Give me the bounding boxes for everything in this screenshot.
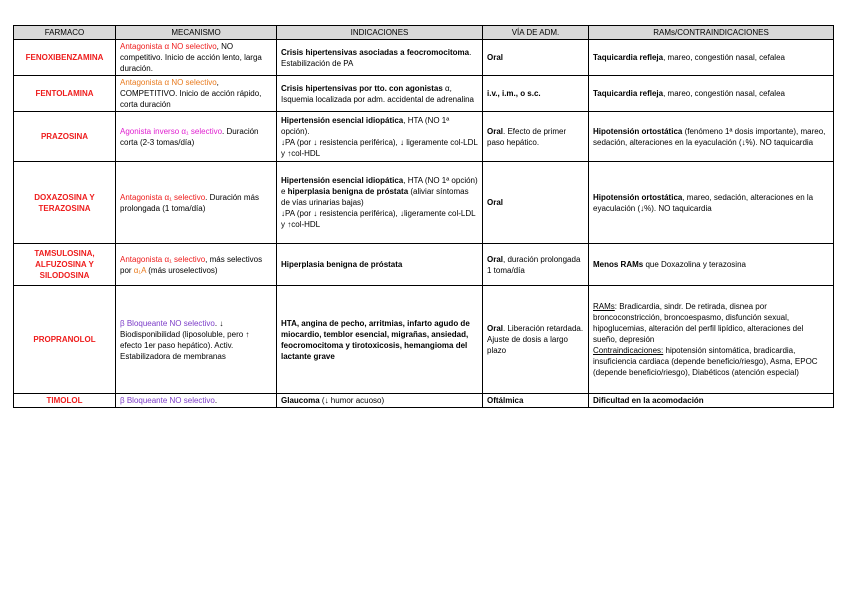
adverse-main: Hipotensión ortostática	[593, 126, 683, 136]
table-row	[14, 76, 834, 112]
indication-main: Crisis hipertensivas asociadas a feocromocitoma	[281, 47, 470, 57]
indication-text: (↓ humor acuoso)	[319, 396, 385, 405]
indications-cell	[277, 40, 483, 76]
route-text: . Liberación retardada. Ajuste de dosis a largo plazo	[487, 324, 584, 355]
route-cell	[483, 162, 589, 244]
mechanism-highlight: Antagonista α₁ selectivo	[120, 192, 206, 202]
indication-main: Crisis hipertensivas por tto. con agonistas	[281, 83, 443, 93]
mechanism-text: , NO competitivo. Inicio de acción lento, larga duración.	[120, 42, 262, 73]
drug-name: FENOXIBENZAMINA	[14, 40, 116, 76]
adverse-text: : Bradicardia, sindr. De retirada, disnea por broncoconstricción, broncoespasmo, disfunción sexual, hipoglucemias, alteración del perfil lipídico, alteraciones del sueño, depresión	[593, 302, 804, 344]
route-main: Oral	[487, 324, 504, 333]
adverse-main: Taquicardia refleja	[593, 89, 664, 98]
header-indicaciones: INDICACIONES	[277, 26, 483, 40]
drug-name: DOXAZOSINA Y TERAZOSINA	[14, 162, 116, 244]
indication-text: , HTA (NO 1ª opción) e	[281, 176, 478, 196]
table-row	[14, 394, 834, 408]
mechanism-text: . Duración más prolongada (1 toma/día)	[120, 192, 259, 213]
drug-name: PROPRANOLOL	[14, 286, 116, 394]
mechanism-highlight: Antagonista α₁ selectivo	[120, 254, 206, 264]
header-mecanismo: MECANISMO	[116, 26, 277, 40]
indication-note: (aliviar síntomas de vías urinarias bajas)	[281, 187, 469, 207]
drug-name: FENTOLAMINA	[14, 76, 116, 112]
route-main: Oral	[487, 53, 504, 62]
indication-main: Glaucoma	[281, 396, 320, 405]
table-row	[14, 286, 834, 394]
mechanism-subtype: α₁A	[133, 265, 147, 275]
route-cell	[483, 394, 589, 408]
adverse-text: , mareo, sedación, alteraciones en la eyaculación (↓%). NO taquicardia	[593, 192, 814, 213]
route-main: Oftálmica	[487, 396, 524, 405]
drug-name: PRAZOSINA	[14, 112, 116, 162]
mechanism-cell	[116, 76, 277, 112]
route-cell	[483, 76, 589, 112]
route-cell	[483, 286, 589, 394]
adverse-text: , mareo, congestión nasal, cefalea	[663, 53, 785, 62]
indication-effects: ↓PA (por ↓ resistencia periférica), ↓ ligeramente col-LDL y ↑col-HDL	[281, 137, 478, 158]
adverse-text: , mareo, congestión nasal, cefalea	[663, 89, 785, 98]
route-main: i.v., i.m., o s.c.	[487, 89, 541, 98]
adverse-main: Menos RAMs	[593, 260, 644, 269]
mechanism-cell	[116, 286, 277, 394]
mechanism-cell	[116, 112, 277, 162]
mechanism-highlight: Antagonista α NO selectivo	[120, 78, 217, 87]
mechanism-highlight: β Bloqueante NO selectivo	[120, 396, 215, 405]
indication-main: HTA, angina de pecho, arritmias, infarto agudo de miocardio, temblor esencial, migrañas, ansiedad, feocromocitoma y tirotoxicosis, hemangioma del lactante grave	[281, 318, 470, 361]
indications-cell	[277, 286, 483, 394]
table-row	[14, 244, 834, 286]
mechanism-cell	[116, 162, 277, 244]
mechanism-cell	[116, 394, 277, 408]
route-main: Oral	[487, 126, 504, 136]
indication-text: α, Isquemia localizada por adm. accidental de adrenalina	[281, 83, 475, 104]
drug-name: TIMOLOL	[14, 394, 116, 408]
adverse-label: RAMs	[593, 302, 615, 311]
indication-main: Hipertensión esencial idiopática	[281, 176, 404, 185]
indications-cell	[277, 112, 483, 162]
header-rams: RAMs/CONTRAINDICACIONES	[589, 26, 834, 40]
indication-text: . Estabilización de PA	[281, 47, 472, 68]
adverse-effects-cell	[589, 40, 834, 76]
indication-effects: ↓PA (por ↓ resistencia periférica), ↓ligeramente col-LDL y ↑col-HDL	[281, 209, 476, 229]
table-row	[14, 112, 834, 162]
header-row	[14, 26, 834, 40]
mechanism-highlight: Antagonista α NO selectivo	[120, 42, 217, 51]
indications-cell	[277, 162, 483, 244]
contraindications-label: Contraindicaciones:	[593, 346, 664, 355]
indication-main: Hipertensión esencial idiopática	[281, 115, 404, 125]
adverse-effects-cell	[589, 394, 834, 408]
adverse-main: Taquicardia refleja	[593, 53, 664, 62]
drug-name: TAMSULOSINA, ALFUZOSINA Y SILODOSINA	[14, 244, 116, 286]
adverse-effects-cell	[589, 244, 834, 286]
adverse-effects-cell	[589, 162, 834, 244]
mechanism-cell	[116, 244, 277, 286]
mechanism-text: . Duración corta (2-3 tomas/día)	[120, 126, 259, 147]
route-cell	[483, 244, 589, 286]
route-text: , duración prolongada 1 toma/día	[487, 254, 581, 275]
indication-text: , HTA (NO 1ª opción).	[281, 115, 450, 136]
route-main: Oral	[487, 198, 504, 207]
table-row	[14, 40, 834, 76]
mechanism-text: . ↓ Biodisponibilidad (liposoluble, pero ↑ efecto 1er paso hepático). Activ. Estabilizadora de membranas	[120, 318, 250, 361]
route-cell	[483, 112, 589, 162]
mechanism-text: .	[214, 396, 218, 405]
adverse-effects-cell	[589, 112, 834, 162]
route-text: . Efecto de primer paso hepático.	[487, 126, 567, 147]
adverse-main: Dificultad en la acomodación	[593, 396, 704, 405]
mechanism-highlight: Agonista inverso α₁ selectivo	[120, 126, 223, 136]
indications-cell	[277, 244, 483, 286]
adverse-effects-cell	[589, 286, 834, 394]
indications-cell	[277, 76, 483, 112]
mechanism-text: , más selectivos por	[120, 254, 263, 275]
adverse-text: que Doxazolina y terazosina	[643, 260, 746, 269]
indication-secondary: hiperplasia benigna de próstata	[287, 187, 409, 196]
adverse-main: Hipotensión ortostática	[593, 192, 683, 202]
mechanism-highlight: β Bloqueante NO selectivo	[120, 318, 215, 328]
table-row	[14, 162, 834, 244]
adverse-effects-cell	[589, 76, 834, 112]
contraindications-text: hipotensión sintomática, bradicardia, insuficiencia cardiaca (depende beneficio/riesgo), Asma, EPOC (depende beneficio/riesgo), Diabéticos (atención especial)	[593, 346, 818, 377]
route-main: Oral	[487, 254, 504, 264]
mechanism-text: , COMPETITIVO. Inicio de acción rápido, corta duración	[120, 78, 262, 109]
mechanism-cell	[116, 40, 277, 76]
indications-cell	[277, 394, 483, 408]
adverse-text: (fenómeno 1ª dosis importante), mareo, sedación, alteraciones en la eyaculación (↓%). NO taquicardia	[593, 126, 826, 147]
indication-main: Hiperplasia benigna de próstata	[281, 260, 403, 269]
pharmacology-table	[13, 25, 834, 408]
header-farmaco: FARMACO	[14, 26, 116, 40]
route-cell	[483, 40, 589, 76]
header-via: VÍA DE ADM.	[483, 26, 589, 40]
mechanism-note: (más uroselectivos)	[146, 265, 218, 275]
